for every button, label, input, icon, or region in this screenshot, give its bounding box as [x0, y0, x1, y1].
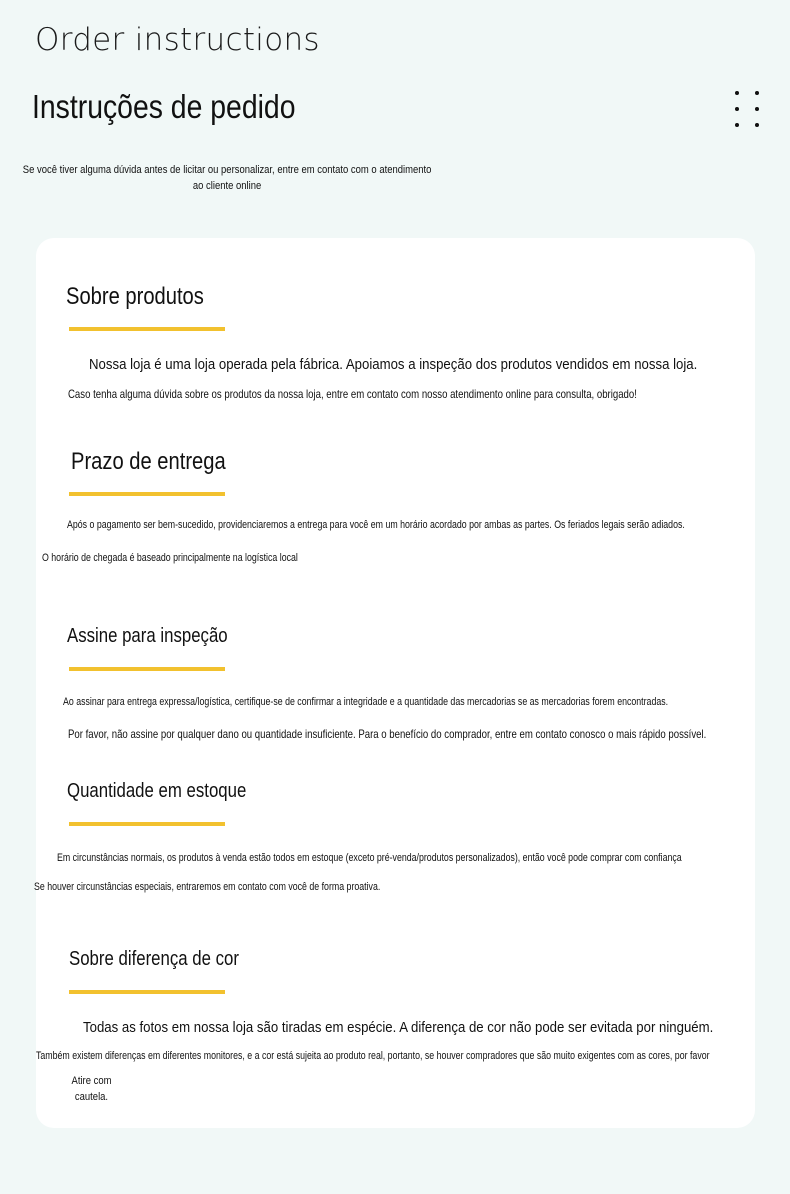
section-text: Também existem diferenças em diferentes monitores, e a cor está sujeita ao produto real, portanto, se houver compradores que são muito exigentes com as cores, por favor: [36, 1050, 710, 1062]
section-underline: [69, 492, 225, 496]
section-text: O horário de chegada é baseado principalmente na logística local: [42, 552, 298, 564]
section-text: Caso tenha alguma dúvida sobre os produtos da nossa loja, entre em contato com nosso atendimento online para consulta, obrigado!: [68, 387, 637, 401]
section-text: Em circunstâncias normais, os produtos à venda estão todos em estoque (exceto pré-venda/produtos personalizados), então você pode comprar com confiança: [57, 852, 682, 864]
section-text: Ao assinar para entrega expressa/logística, certifique-se de confirmar a integridade e a quantidade das mercadorias se as mercadorias forem encontradas.: [63, 696, 669, 708]
section-text: Nossa loja é uma loja operada pela fábrica. Apoiamos a inspeção dos produtos vendidos em nossa loja.: [89, 356, 698, 373]
section-text: Se houver circunstâncias especiais, entraremos em contato com você de forma proativa.: [34, 881, 381, 893]
section-title-delivery: Prazo de entrega: [71, 448, 226, 475]
section-underline: [69, 327, 225, 331]
section-title-products: Sobre produtos: [66, 283, 204, 310]
section-text: Por favor, não assine por qualquer dano ou quantidade insuficiente. Para o benefício do comprador, entre em contato conosco o mais rápido possível.: [68, 727, 707, 741]
section-underline: [69, 822, 225, 826]
section-title-color: Sobre diferença de cor: [69, 948, 239, 970]
section-text-note: Atire com cautela.: [71, 1075, 112, 1103]
intro-text: [22, 162, 432, 194]
dots-menu-icon[interactable]: [733, 91, 761, 127]
section-underline: [69, 990, 225, 994]
section-title-inspection: Assine para inspeção: [67, 625, 228, 647]
page-title-en: Order instructions: [35, 22, 320, 58]
section-title-stock: Quantidade em estoque: [67, 780, 247, 802]
intro-text-content: Se você tiver alguma dúvida antes de licitar ou personalizar, entre em contato com o atendimento ao cliente online: [22, 164, 432, 192]
section-text: Após o pagamento ser bem-sucedido, providenciaremos a entrega para você em um horário acordado por ambas as partes. Os feriados legais serão adiados.: [67, 519, 685, 531]
section-underline: [69, 667, 225, 671]
page-title: Instruções de pedido: [32, 88, 296, 125]
section-text: Todas as fotos em nossa loja são tiradas em espécie. A diferença de cor não pode ser evitada por ninguém.: [83, 1019, 714, 1036]
